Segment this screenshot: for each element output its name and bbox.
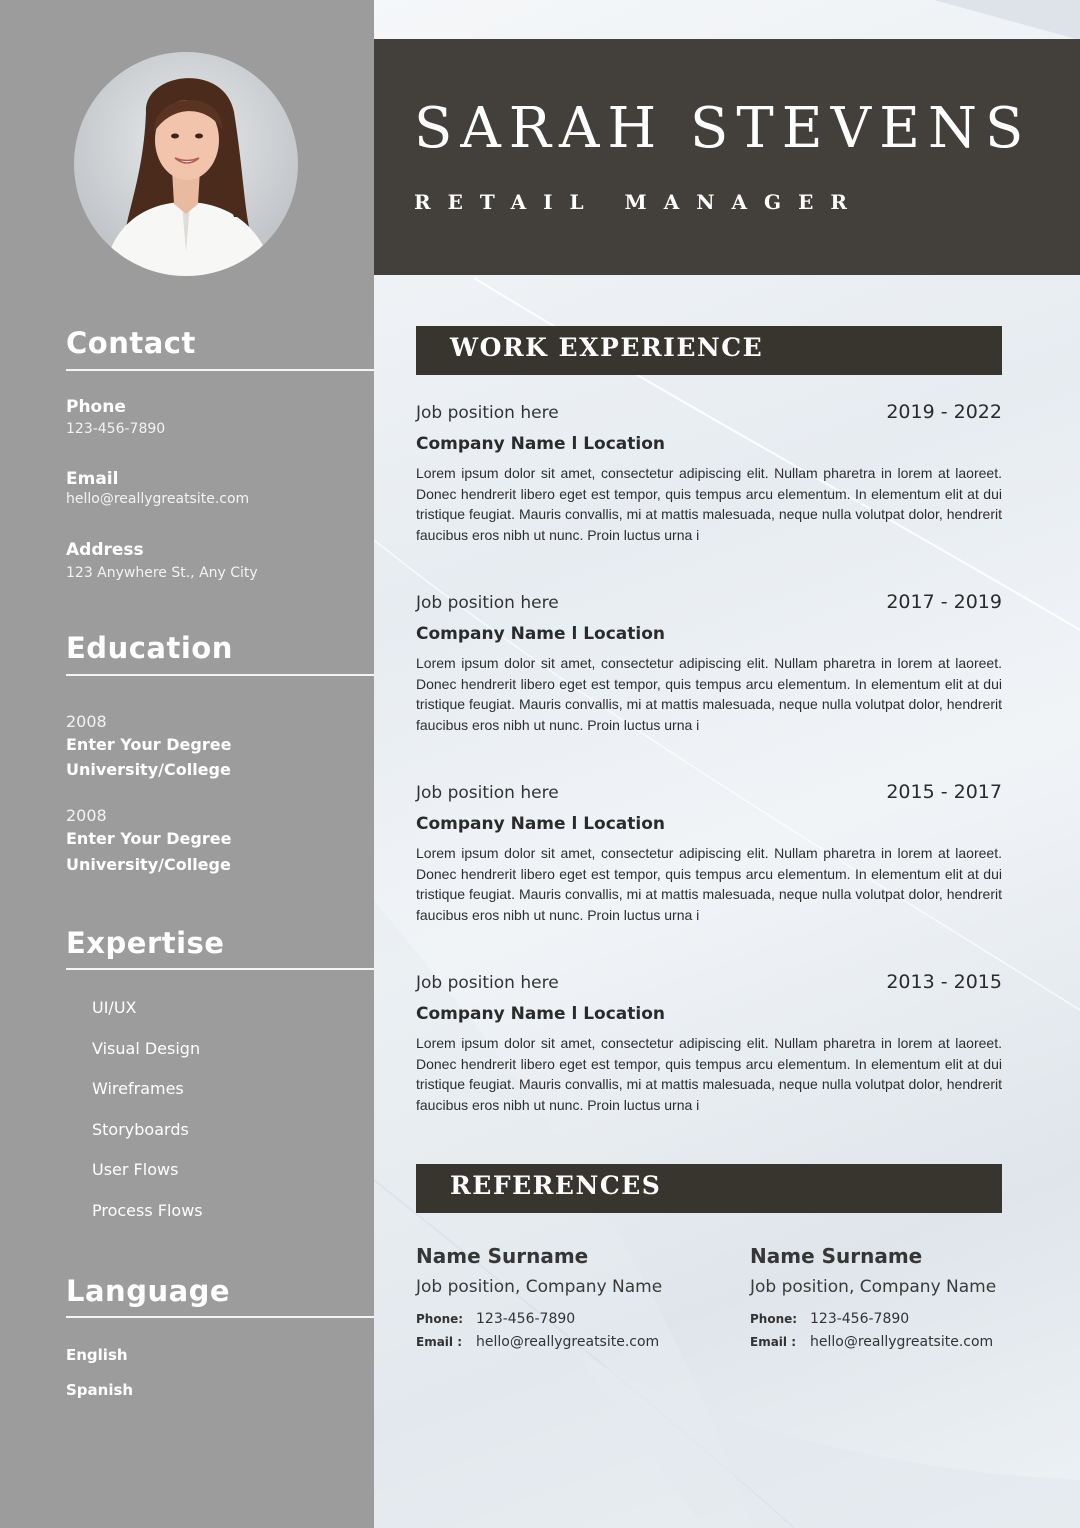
job-years: 2013 - 2015 <box>886 971 1002 993</box>
reference-name: Name Surname <box>750 1244 923 1268</box>
education-heading: Education <box>66 631 233 665</box>
job-position: Job position here <box>416 973 559 993</box>
expertise-divider <box>66 968 374 970</box>
email-label: Email <box>66 469 119 489</box>
job-years: 2019 - 2022 <box>886 401 1002 423</box>
language-item: Spanish <box>66 1381 134 1399</box>
references-heading: REFERENCES <box>450 1171 662 1200</box>
job-company: Company Name l Location <box>416 1004 666 1024</box>
education-school: University/College <box>66 855 231 874</box>
address-label: Address <box>66 540 144 560</box>
expertise-heading: Expertise <box>66 926 225 960</box>
job-entry <box>416 973 1002 1123</box>
reference-position: Job position, Company Name <box>416 1277 663 1297</box>
job-entry <box>416 403 1002 553</box>
education-year: 2008 <box>66 806 107 825</box>
job-description: Lorem ipsum dolor sit amet, consectetur adipiscing elit. Nullam pharetra in lorem at laoreet. Donec hendrerit libero eget est tempor, quis tempus arcu elementum. In elementum elit at dui tristique feugiat. Mauris convallis, mi at mattis malesuada, neque nulla volutpat dolor, hendrerit faucibus eros nibh ut nunc. Proin luctus urna i <box>416 1035 1002 1113</box>
reference-phone-label: Phone: <box>750 1312 798 1326</box>
job-position: Job position here <box>416 593 559 613</box>
education-degree: Enter Your Degree <box>66 829 232 848</box>
language-heading: Language <box>66 1274 231 1308</box>
job-company: Company Name l Location <box>416 814 666 834</box>
work-experience-heading: WORK EXPERIENCE <box>450 333 764 362</box>
phone-value: 123-456-7890 <box>66 421 166 437</box>
skill-item: Visual Design <box>92 1039 201 1058</box>
job-years: 2017 - 2019 <box>886 591 1002 613</box>
reference-phone: 123-456-7890 <box>810 1311 910 1327</box>
reference-card <box>416 1244 716 1354</box>
skill-item: UI/UX <box>92 998 137 1017</box>
candidate-name: SARAH STEVENS <box>414 96 1032 161</box>
skill-item: Process Flows <box>92 1201 203 1220</box>
skill-item: User Flows <box>92 1160 179 1179</box>
reference-card <box>750 1244 1050 1354</box>
reference-name: Name Surname <box>416 1244 589 1268</box>
language-divider <box>66 1316 374 1318</box>
education-school: University/College <box>66 760 231 779</box>
job-company: Company Name l Location <box>416 434 666 454</box>
job-description: Lorem ipsum dolor sit amet, consectetur adipiscing elit. Nullam pharetra in lorem at laoreet. Donec hendrerit libero eget est tempor, quis tempus arcu elementum. In elementum elit at dui tristique feugiat. Mauris convallis, mi at mattis malesuada, neque nulla volutpat dolor, hendrerit faucibus eros nibh ut nunc. Proin luctus urna i <box>416 465 1002 543</box>
references-bar <box>416 1164 1002 1213</box>
profile-photo <box>74 52 298 276</box>
reference-phone-label: Phone: <box>416 1312 464 1326</box>
contact-heading: Contact <box>66 326 196 360</box>
job-years: 2015 - 2017 <box>886 781 1002 803</box>
contact-divider <box>66 369 374 371</box>
email-value: hello@reallygreatsite.com <box>66 491 250 507</box>
job-entry <box>416 783 1002 933</box>
job-position: Job position here <box>416 783 559 803</box>
address-value: 123 Anywhere St., Any City <box>66 565 258 581</box>
job-description: Lorem ipsum dolor sit amet, consectetur adipiscing elit. Nullam pharetra in lorem at laoreet. Donec hendrerit libero eget est tempor, quis tempus arcu elementum. In elementum elit at dui tristique feugiat. Mauris convallis, mi at mattis malesuada, neque nulla volutpat dolor, hendrerit faucibus eros nibh ut nunc. Proin luctus urna i <box>416 845 1002 923</box>
reference-phone: 123-456-7890 <box>476 1311 576 1327</box>
work-experience-bar <box>416 326 1002 375</box>
phone-label: Phone <box>66 397 126 417</box>
reference-email[interactable]: hello@reallygreatsite.com <box>476 1334 660 1350</box>
reference-position: Job position, Company Name <box>750 1277 997 1297</box>
job-company: Company Name l Location <box>416 624 666 644</box>
job-position: Job position here <box>416 403 559 423</box>
language-item: English <box>66 1346 128 1364</box>
skill-item: Wireframes <box>92 1079 184 1098</box>
sidebar <box>0 0 374 1528</box>
job-description: Lorem ipsum dolor sit amet, consectetur adipiscing elit. Nullam pharetra in lorem at laoreet. Donec hendrerit libero eget est tempor, quis tempus arcu elementum. In elementum elit at dui tristique feugiat. Mauris convallis, mi at mattis malesuada, neque nulla volutpat dolor, hendrerit faucibus eros nibh ut nunc. Proin luctus urna i <box>416 655 1002 733</box>
reference-email-label: Email : <box>750 1335 797 1349</box>
candidate-title: RETAIL MANAGER <box>414 190 864 214</box>
education-degree: Enter Your Degree <box>66 735 232 754</box>
job-entry <box>416 593 1002 743</box>
reference-email-label: Email : <box>416 1335 463 1349</box>
skill-item: Storyboards <box>92 1120 189 1139</box>
reference-email[interactable]: hello@reallygreatsite.com <box>810 1334 994 1350</box>
education-divider <box>66 674 374 676</box>
education-year: 2008 <box>66 712 107 731</box>
